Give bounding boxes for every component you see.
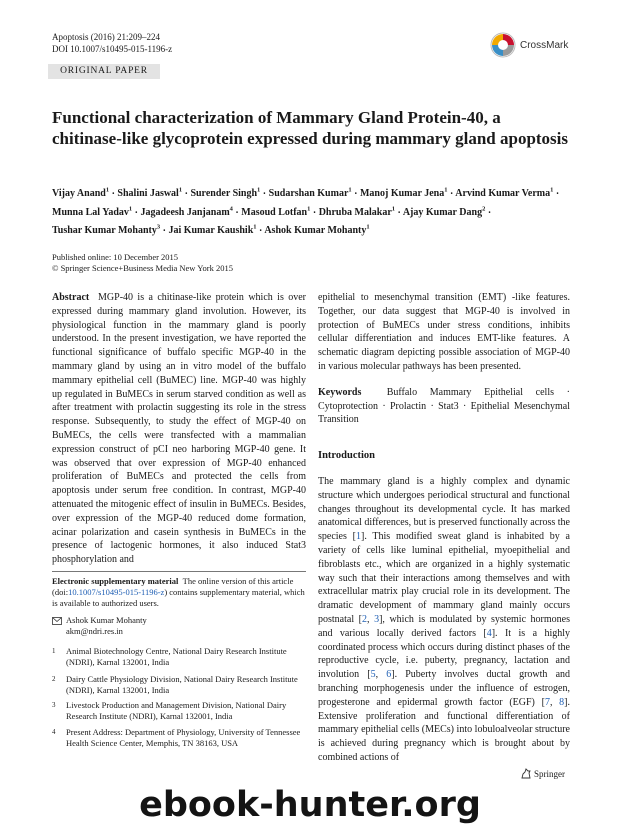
journal-header (52, 31, 172, 55)
author-name[interactable] (269, 188, 352, 199)
author-name-text: Masoud Lotfan (241, 206, 308, 218)
author-affiliation-mark: 1 (307, 205, 311, 213)
author-name[interactable] (140, 207, 232, 218)
reference-link[interactable]: 2 (362, 613, 367, 625)
author-name[interactable] (455, 188, 553, 199)
author-name-text: Jagadeesh Janjanam (140, 206, 230, 218)
author-name[interactable] (52, 188, 109, 199)
introduction-text-run: ], which is modulated by systemic hormones and various locally derived factors [ (318, 613, 570, 639)
crossmark-label: CrossMark (520, 39, 569, 51)
author-separator: · (447, 188, 456, 200)
author-name-text: Vijay Anand (52, 188, 106, 200)
author-name-text: Jai Kumar Kaushik (168, 225, 254, 237)
author-name[interactable] (52, 207, 132, 218)
reference-link[interactable]: 1 (355, 531, 361, 543)
author-affiliation-mark: 1 (178, 187, 183, 194)
reference-link[interactable]: 3 (374, 613, 380, 625)
author-affiliation-mark: 1 (128, 205, 133, 213)
introduction-text-run: , (367, 613, 375, 625)
author-name[interactable] (264, 225, 369, 236)
introduction-text-run: ]. Extensive proliferation and functional differentiation of mammary epithelial cells (MECs) into lobuloalveolar structure is achieved during pregnancy which is brought about by combined actions of (318, 696, 571, 763)
abstract-continuation: epithelial to mesenchymal transition (EMT) -like features. Together, our data suggest that MGP-40 is involved in protection of BuMECs under stress conditions, inhibits cellular differentiation and induces EMT-like features. A schematic diagram depicting possible association of MGP-40 in various molecular pathways has been presented. (318, 292, 570, 372)
author-affiliation-mark: 2 (482, 205, 486, 213)
author-separator: · (132, 206, 141, 218)
author-name-text: Shalini Jaswal (117, 188, 179, 200)
author-name-text: Munna Lal Yadav (52, 206, 129, 218)
author-name-text: Tushar Kumar Mohanty (52, 225, 157, 237)
abstract-label: Abstract (52, 292, 90, 303)
author-name[interactable] (168, 225, 256, 236)
author-name-text: Dhruba Malakar (318, 206, 392, 218)
introduction-text-run: The mammary gland is a highly complex and dynamic structure which undergoes periodical structural and functional changes throughout its developmental cycle. It has marked anatomical differences, but is preserved functionally across the species [ (318, 475, 570, 543)
affiliation-4 (52, 727, 306, 749)
author-separator: · (260, 188, 269, 200)
author-separator: · (109, 188, 118, 200)
author-name[interactable] (117, 188, 182, 199)
introduction-text-run: ]. This modified sweat gland is inhabited by a variety of cells like luminal epithelial, myoepithelial and fibroblasts etc., which are organized in a highly systematic way such that their interactions among themselves and with extracellular matrix play crucial role in its development. The dramatic development of mammary gland mainly occurs postnatal [ (318, 531, 570, 625)
author-name[interactable] (319, 207, 395, 218)
affiliation-number: 2 (52, 675, 56, 683)
publisher-logo (520, 768, 565, 780)
watermark-text: ebook-hunter.org (139, 785, 481, 825)
author-affiliation-mark: 3 (156, 224, 161, 232)
author-affiliation-mark: 1 (105, 187, 110, 194)
introduction-text-run: ]. Puberty involves ductal growth and branching morphogenesis under the influence of estrogen, progesterone and epidermal growth factor (EGF) [ (318, 669, 571, 708)
author-separator: · (182, 188, 191, 200)
author-affiliation-mark: 1 (366, 224, 370, 232)
affiliation-text: Dairy Cattle Physiology Division, National Dairy Research Institute (NDRI), Karnal 132001, India (66, 674, 298, 695)
journal-doi: DOI 10.1007/s10495-015-1196-z (52, 44, 173, 54)
article-title: Functional characterization of Mammary Gland Protein-40, a chitinase-like glycoprotein expressed during mammary gland apoptosis (52, 108, 569, 148)
contact-name: Ashok Kumar Mohanty (66, 615, 147, 625)
author-affiliation-mark: 1 (253, 224, 257, 232)
contact-email[interactable]: akm@ndri.res.in (66, 625, 123, 636)
envelope-icon (52, 617, 62, 625)
keywords-text: Buffalo Mammary Epithelial cells · Cytoprotection · Prolactin · Stat3 · Epithelial Mesenchymal Transition (318, 386, 571, 426)
affiliation-text: Livestock Production and Management Division, National Dairy Research Institute (NDRI), Karnal 132001, India (66, 700, 287, 721)
author-separator: · (160, 225, 169, 237)
introduction-text-run: , (549, 696, 560, 708)
introduction-text (318, 475, 570, 765)
reference-link[interactable]: 6 (386, 669, 392, 681)
footnote-divider (52, 571, 306, 572)
author-name-text: Ajay Kumar Dang (402, 206, 483, 218)
author-name[interactable] (190, 188, 260, 199)
affiliation-text: Present Address: Department of Physiology, University of Tennessee Health Science Center, Memphis, TN 38163, USA (66, 727, 301, 748)
affiliation-number: 4 (52, 728, 56, 736)
keywords (318, 386, 570, 427)
published-date: Published online: 10 December 2015 (52, 252, 179, 262)
esm-text-after: ) contains supplementary material, which is available to authorized users. (52, 586, 305, 608)
author-name[interactable] (52, 225, 160, 236)
author-separator: · (395, 206, 403, 218)
author-separator: · (232, 206, 242, 218)
springer-horse-icon (520, 768, 532, 780)
author-name-text: Sudarshan Kumar (268, 188, 349, 200)
journal-citation: Apoptosis (2016) 21:209–224 (52, 32, 160, 42)
affiliation-3 (52, 700, 306, 722)
author-affiliation-mark: 1 (257, 187, 261, 194)
corresponding-author (52, 615, 306, 637)
affiliation-number: 1 (52, 647, 56, 655)
copyright: © Springer Science+Business Media New York 2015 (52, 263, 233, 273)
publisher-name: Springer (534, 769, 565, 779)
right-column (318, 291, 570, 765)
author-name[interactable] (241, 207, 310, 218)
reference-link[interactable]: 8 (559, 696, 565, 708)
supplementary-note (52, 576, 306, 608)
author-affiliation-mark: 4 (229, 205, 233, 213)
introduction-text-run: , (375, 669, 387, 681)
reference-link[interactable]: 7 (544, 696, 550, 708)
author-name-text: Arvind Kumar Verma (455, 188, 551, 200)
author-separator: · (485, 206, 492, 218)
author-separator: · (351, 188, 360, 200)
reference-link[interactable]: 5 (370, 669, 376, 681)
affiliation-1 (52, 646, 306, 668)
author-affiliation-mark: 1 (550, 187, 554, 194)
abstract-column (52, 291, 306, 567)
introduction-heading: Introduction (318, 450, 375, 462)
section-badge: ORIGINAL PAPER (48, 64, 160, 79)
publication-info (52, 252, 233, 274)
author-name[interactable] (403, 207, 486, 218)
affiliation-text: Animal Biotechnology Centre, National Dairy Research Institute (NDRI), Karnal 132001, India (66, 646, 287, 667)
introduction-text-run: ]. It is a highly coordinated process which occurs during distinct phases of the reproductive cycle, i.e. puberty, pregnancy, lactation and involution [ (318, 627, 570, 681)
crossmark-icon (490, 32, 516, 58)
author-separator: · (256, 225, 265, 237)
reference-link[interactable]: 4 (486, 627, 492, 639)
author-separator: · (553, 188, 560, 200)
author-name-text: Ashok Kumar Mohanty (264, 225, 367, 237)
author-name-text: Surender Singh (190, 188, 258, 200)
author-name[interactable] (360, 188, 448, 199)
affiliation-2 (52, 674, 306, 696)
author-affiliation-mark: 1 (391, 205, 396, 213)
esm-text-before: The online version of this article (doi: (52, 576, 294, 597)
abstract-text: MGP-40 is a chitinase-like protein which is over expressed during mammary gland involution. However, its physiological function in the mammary gland is poorly understood. In the present investigation, we have reported the functional significance of buffalo specific MGP-40 in the mammary gland by using an in vitro model of the buffalo mammary epithelial cell (BuMEC) line. MGP-40 was highly up regulated in BuMECs in serum starved condition as well as after treatment with prolactin suggesting its role in the stress response. Subsequently, to study the effect of MGP-40 on BuMECs, the cells were transfected with a mammalian expression construct of pCI neo harboring MGP-40 gene. It was observed that over expression of MGP-40 enhanced proliferation of BuMECs and protected the cells from apoptosis under serum free condition. In contrast, MGP-40 attenuated the mitogenic effect of insulin in BuMECs. Besides, over expression of the MGP-40 reduced dome formation, acinar polarization and casein synthesis in BuMECs in the presence of lactogenic hormones, it also induced Stat3 phosphorylation and (52, 292, 307, 566)
keywords-label: Keywords (318, 386, 362, 398)
author-separator: · (310, 206, 319, 218)
author-name-text: Manoj Kumar Jena (359, 188, 445, 200)
affiliation-number: 3 (52, 701, 56, 709)
crossmark-badge[interactable] (490, 32, 568, 58)
author-affiliation-mark: 1 (348, 187, 352, 194)
author-affiliation-mark: 1 (444, 187, 448, 194)
esm-doi-link[interactable]: 10.1007/s10495-015-1196-z (68, 586, 165, 597)
author-list (52, 183, 572, 239)
esm-label: Electronic supplementary material (52, 576, 179, 586)
